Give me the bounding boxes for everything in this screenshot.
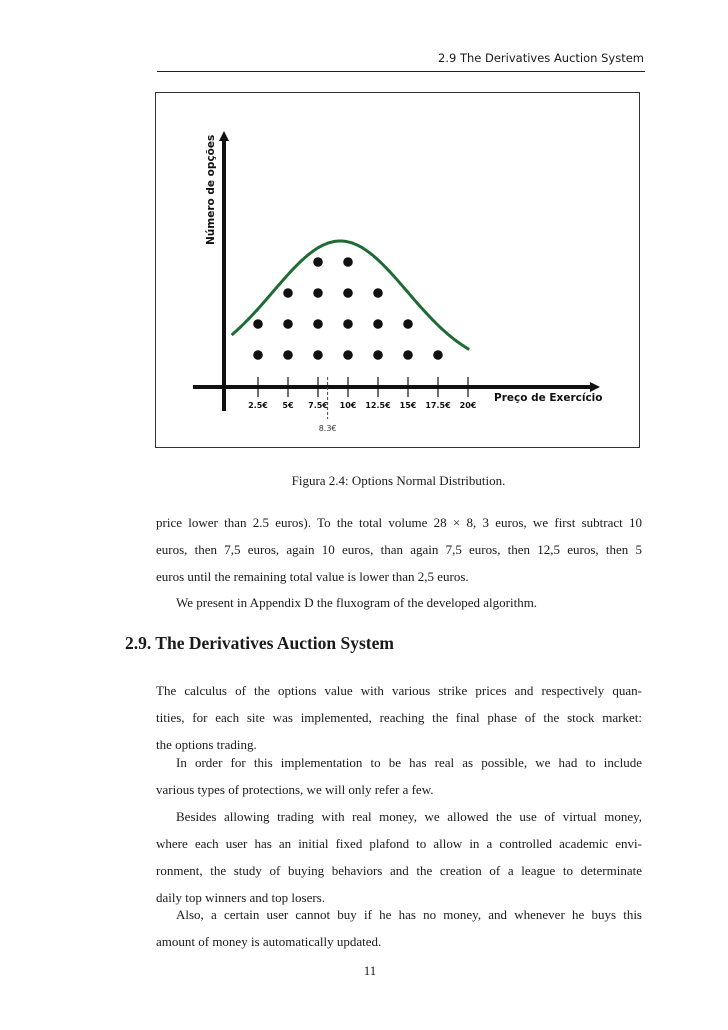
paragraph-continuation: [156, 509, 642, 590]
data-point: [343, 319, 353, 329]
data-point: [433, 350, 443, 360]
x-tick-label: 17.5€: [425, 401, 451, 410]
data-point: [313, 319, 323, 329]
x-tick-label: 12.5€: [365, 401, 391, 410]
text-line: ronment, the study of buying behaviors and the creation of a league to determinate: [156, 863, 642, 878]
section-title: 2.9. The Derivatives Auction System: [125, 633, 394, 653]
text-line: the options trading.: [156, 737, 257, 752]
x-tick-label: 2.5€: [248, 401, 268, 410]
text-line: tities, for each site was implemented, reaching the final phase of the stock market:: [156, 710, 642, 725]
x-tick-label: 15€: [399, 401, 417, 410]
figure-caption: Figura 2.4: Options Normal Distribution.: [291, 473, 506, 488]
running-header: 2.9 The Derivatives Auction System: [438, 51, 644, 65]
text-line: euros, then 7,5 euros, again 10 euros, than again 7,5 euros, then 12,5 euros, then 5: [156, 542, 642, 557]
data-point: [343, 257, 353, 267]
data-point: [283, 319, 293, 329]
data-point: [313, 288, 323, 298]
data-point: [253, 350, 263, 360]
data-point: [403, 319, 413, 329]
page-number: 11: [363, 963, 377, 978]
data-point: [373, 288, 383, 298]
data-point: [373, 350, 383, 360]
text-line: where each user has an initial fixed plafond to allow in a controlled academic envi-: [156, 836, 642, 851]
paragraph-user-money: [156, 901, 642, 955]
data-point: [343, 288, 353, 298]
text-line: Besides allowing trading with real money, we allowed the use of virtual money,: [176, 809, 642, 824]
data-point: [283, 350, 293, 360]
paragraph-calculus: [156, 677, 642, 758]
paragraph-appendix: [156, 589, 642, 616]
text-line: price lower than 2.5 euros). To the total volume 28 × 8, 3 euros, we first subtract 10: [156, 515, 642, 530]
text-line: The calculus of the options value with various strike prices and respectively quan-: [156, 683, 642, 698]
x-tick-label: 20€: [459, 401, 477, 410]
paragraph-virtual-money: [156, 803, 642, 911]
paragraph-protections: [156, 749, 642, 803]
text-line: We present in Appendix D the fluxogram of the developed algorithm.: [176, 595, 538, 610]
text-line: euros until the remaining total value is lower than 2,5 euros.: [156, 569, 469, 584]
distribution-chart: [156, 93, 641, 449]
figure-frame: [155, 92, 640, 448]
data-point: [313, 257, 323, 267]
mean-marker-label: 8.3€: [318, 424, 337, 433]
data-point: [403, 350, 413, 360]
header-rule: [157, 71, 645, 72]
text-line: In order for this implementation to be has real as possible, we had to include: [176, 755, 642, 770]
data-point: [283, 288, 293, 298]
x-tick-label: 10€: [339, 401, 357, 410]
data-point: [373, 319, 383, 329]
x-tick-label: 5€: [282, 401, 294, 410]
data-point: [313, 350, 323, 360]
x-axis-label: Preço de Exercício: [494, 392, 603, 404]
text-line: various types of protections, we will only refer a few.: [156, 782, 434, 797]
y-axis-label: Número de opções: [205, 134, 217, 245]
data-point: [253, 319, 263, 329]
x-tick-label: 7.5€: [308, 401, 328, 410]
text-line: amount of money is automatically updated.: [156, 934, 382, 949]
data-point: [343, 350, 353, 360]
text-line: daily top winners and top losers.: [156, 890, 325, 905]
text-line: Also, a certain user cannot buy if he has no money, and whenever he buys this: [176, 907, 642, 922]
